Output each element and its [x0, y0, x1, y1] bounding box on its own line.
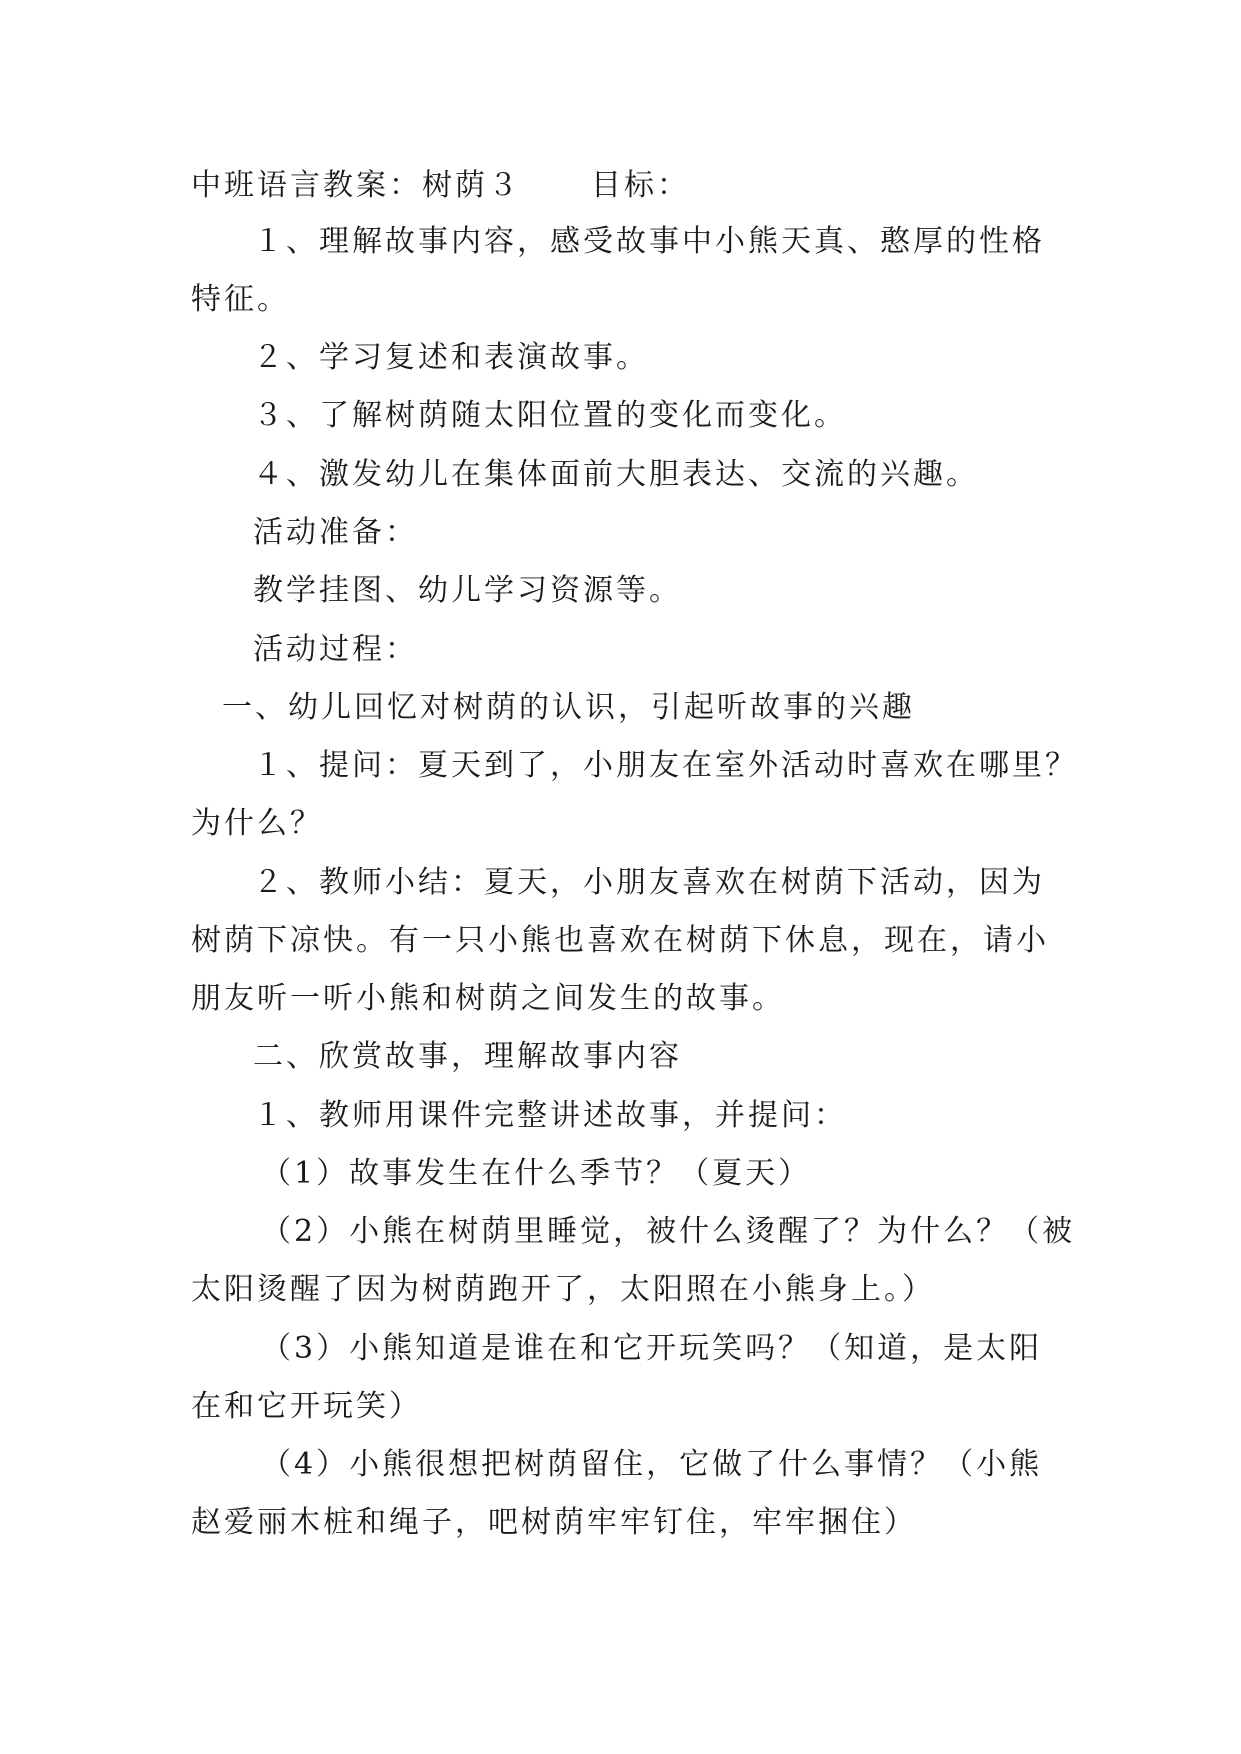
question-3: （3）小熊知道是谁在和它开玩笑吗？（知道，是太阳 [261, 1331, 1043, 1366]
question-2: （2）小熊在树荫里睡觉，被什么烫醒了？为什么？（被 [261, 1214, 1076, 1249]
goal-heading: 目标： [591, 168, 690, 203]
question-1: （1）故事发生在什么季节？（夏天） [261, 1156, 812, 1191]
goal-item-4: ４、激发幼儿在集体面前大胆表达、交流的兴趣。 [253, 457, 979, 492]
process-step-2-heading: 二、欣赏故事，理解故事内容 [253, 1039, 682, 1074]
question-3-continued: 在和它开玩笑） [191, 1389, 422, 1424]
process-step-1-item-2: ２、教师小结：夏天，小朋友喜欢在树荫下活动，因为 [253, 865, 1045, 900]
question-4-continued: 赵爱丽木桩和绳子，吧树荫牢牢钉住，牢牢捆住） [191, 1505, 917, 1540]
question-2-continued: 太阳烫醒了因为树荫跑开了，太阳照在小熊身上。） [191, 1272, 935, 1307]
process-step-1-item-1: １、提问：夏天到了，小朋友在室外活动时喜欢在哪里？ [253, 748, 1078, 783]
preparation-text: 教学挂图、幼儿学习资源等。 [253, 573, 682, 608]
goal-item-2: ２、学习复述和表演故事。 [253, 340, 649, 375]
goal-item-1: １、理解故事内容，感受故事中小熊天真、憨厚的性格 [253, 224, 1045, 259]
goal-item-1-continued: 特征。 [191, 282, 290, 317]
process-step-2-item-1: １、教师用课件完整讲述故事，并提问： [253, 1098, 847, 1133]
section-heading-preparation: 活动准备： [253, 515, 418, 550]
section-heading-process: 活动过程： [253, 632, 418, 667]
process-step-1-item-2-line-3: 朋友听一听小熊和树荫之间发生的故事。 [191, 981, 785, 1016]
document-title: 中班语言教案：树荫３ [191, 168, 521, 203]
process-step-1-item-1-continued: 为什么？ [191, 806, 323, 841]
process-step-1-heading: 一、幼儿回忆对树荫的认识，引起听故事的兴趣 [222, 690, 915, 725]
process-step-1-item-2-line-2: 树荫下凉快。有一只小熊也喜欢在树荫下休息，现在，请小 [191, 923, 1049, 958]
title-row [191, 166, 690, 206]
question-4: （4）小熊很想把树荫留住，它做了什么事情？（小熊 [261, 1447, 1043, 1482]
goal-item-3: ３、了解树荫随太阳位置的变化而变化。 [253, 398, 847, 433]
